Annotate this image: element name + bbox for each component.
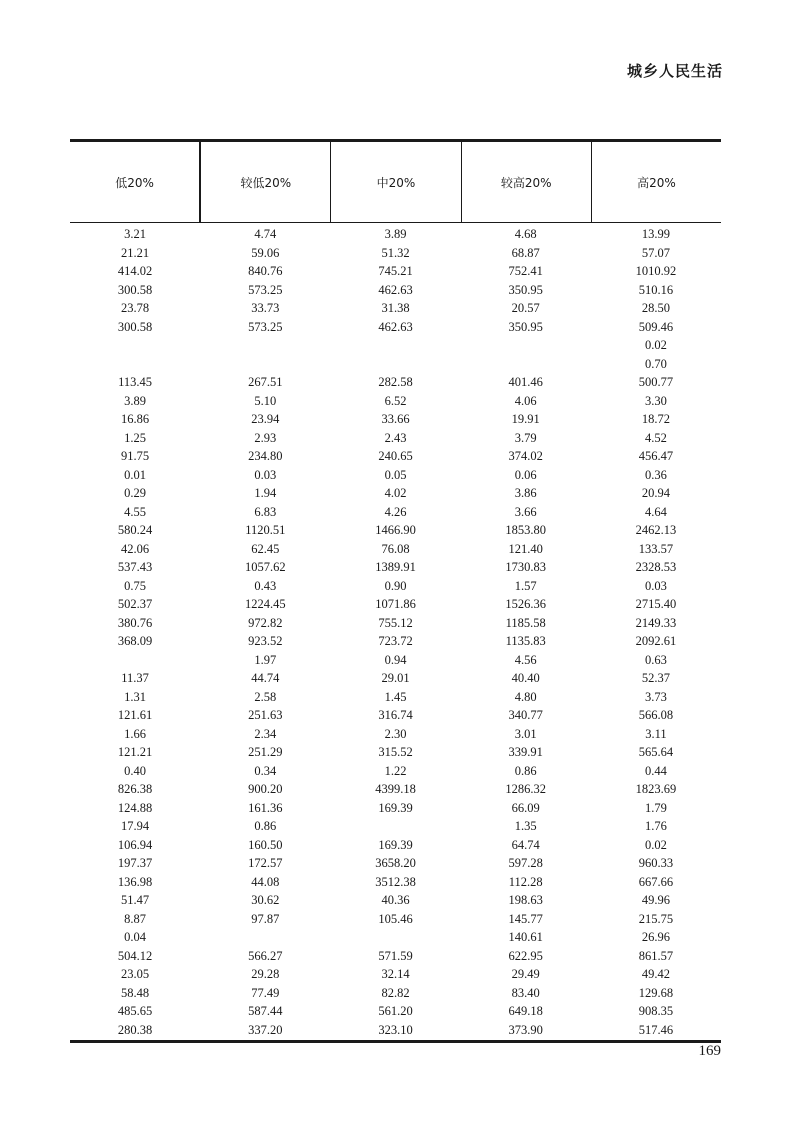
table-cell: 3512.38 [375,874,416,889]
table-cell: 18.72 [641,412,670,426]
table-cell: 316.74 [378,708,413,722]
table-cell: 622.95 [508,948,543,963]
table-cell: 323.10 [378,1022,413,1037]
table-cell: 0.86 [254,819,277,833]
table-cell: 57.07 [641,245,670,260]
table-cell: 2462.13 [635,523,677,537]
table-cell: 8.87 [124,911,147,926]
table-cell: 112.28 [508,874,543,889]
table-cell: 31.38 [381,301,410,315]
table-cell: 0.94 [384,652,407,667]
table-row [70,466,721,485]
table-cell: 4.68 [514,227,537,241]
table-cell: 3.89 [384,227,407,241]
table-cell: 29.49 [511,967,540,981]
table-cell: 33.73 [251,301,280,315]
table-cell: 121.40 [508,541,543,556]
table-cell: 1.94 [254,486,277,500]
table-cell: 40.36 [381,893,410,907]
table-cell: 510.16 [638,282,674,297]
table-cell: 1.66 [124,726,147,741]
table-row [70,355,721,374]
table-row [70,780,721,799]
table-cell: 1010.92 [635,264,677,278]
table-cell: 4399.18 [375,782,416,796]
table-row [70,577,721,596]
table-cell: 251.29 [248,745,283,759]
table-row [70,392,721,411]
table-cell: 752.41 [508,264,543,278]
table-cell: 0.04 [124,930,147,944]
table-cell: 4.02 [384,486,407,500]
table-cell: 240.65 [378,449,413,463]
table-row [70,262,721,281]
table-cell: 97.87 [251,911,280,926]
table-cell: 49.96 [641,893,670,907]
table-cell: 44.74 [251,671,280,685]
table-cell: 573.25 [248,319,283,334]
table-row [70,540,721,559]
table-cell: 0.29 [124,486,147,500]
table-cell: 64.74 [511,837,540,852]
table-cell: 2715.40 [635,597,677,611]
page-number: 169 [698,1043,721,1059]
table-row [70,854,721,873]
table-cell: 0.75 [124,578,147,593]
table-cell: 587.44 [248,1004,283,1018]
table-cell: 106.94 [117,837,153,852]
table-cell: 161.36 [248,800,283,815]
table-cell: 0.01 [124,467,147,482]
table-row [70,447,721,466]
table-cell: 566.27 [248,948,283,963]
table-cell: 121.21 [117,745,153,759]
table-cell: 4.80 [514,689,537,704]
table-cell: 140.61 [508,930,543,944]
table-cell: 124.88 [117,800,153,815]
table-cell: 900.20 [248,782,283,796]
table-cell: 105.46 [378,911,413,926]
table-cell: 172.57 [248,856,283,870]
table-cell: 2.43 [384,430,407,445]
table-cell: 20.94 [641,486,670,500]
table-row [70,965,721,984]
table-cell: 13.99 [641,227,670,241]
table-cell: 3.86 [514,486,537,500]
table-cell: 565.64 [638,745,674,759]
table-cell: 755.12 [378,615,413,630]
table-cell: 30.62 [251,893,280,907]
table-cell: 4.56 [514,652,537,667]
table-cell: 77.49 [251,985,280,1000]
table-row [70,429,721,448]
table-cell: 826.38 [117,782,153,796]
table-cell: 1071.86 [375,597,416,611]
table-cell: 1185.58 [505,615,546,630]
table-cell: 4.64 [644,504,667,519]
table-cell: 169.39 [378,837,413,852]
table-row [70,762,721,781]
table-cell: 502.37 [117,597,153,611]
table-cell: 1730.83 [505,560,547,574]
table-cell: 1135.83 [505,634,546,648]
table-row [70,336,721,355]
table-row [70,836,721,855]
table-cell: 0.02 [644,338,667,352]
table-cell: 1.31 [124,689,147,704]
table-row [70,225,721,244]
table-row [70,484,721,503]
table-cell: 0.03 [254,467,277,482]
table-cell: 3658.20 [375,856,416,870]
table-cell: 33.66 [381,412,410,426]
table-cell: 68.87 [511,245,540,260]
table-cell: 368.09 [117,634,153,648]
table-cell: 52.37 [641,671,670,685]
table-cell: 923.52 [248,634,283,648]
table-cell: 16.86 [121,412,150,426]
table-cell: 44.08 [251,874,280,889]
table-cell: 23.78 [121,301,150,315]
table-cell: 373.90 [508,1022,543,1037]
header-cell-low-20: 低20% [115,175,154,190]
table-cell: 573.25 [248,282,283,297]
table-cell: 350.95 [508,282,543,297]
table-cell: 40.40 [511,671,540,685]
header-cell-higher-20: 较高20% [461,142,591,222]
table-cell: 2.30 [384,726,407,741]
table-cell: 2.34 [254,726,277,741]
table-cell: 29.01 [381,671,410,685]
table-cell: 21.21 [121,245,150,260]
table-cell: 0.02 [644,837,667,852]
table-cell: 6.83 [254,504,277,519]
table-row [70,318,721,337]
table-cell: 1.57 [514,578,537,593]
table-cell: 49.42 [641,967,670,981]
table-cell: 0.86 [514,763,537,778]
running-head: 城乡人民生活 [626,62,723,80]
table-cell: 51.47 [121,893,150,907]
table-cell: 1466.90 [375,523,416,537]
table-cell: 580.24 [117,523,153,537]
table-row [70,244,721,263]
table-row [70,503,721,522]
table-cell: 1057.62 [244,560,286,574]
table-cell: 4.52 [644,430,667,445]
table-cell: 2.93 [254,430,277,445]
table-cell: 3.01 [514,726,537,741]
table-cell: 537.43 [117,560,153,574]
table-cell: 1224.45 [244,597,286,611]
table-cell: 59.06 [251,245,280,260]
table-cell: 32.14 [381,967,410,981]
table-cell: 462.63 [378,282,413,297]
table-row [70,1021,721,1040]
table-cell: 3.89 [124,393,147,408]
table-cell: 2149.33 [635,615,677,630]
table-cell: 3.11 [645,726,667,741]
table-cell: 0.44 [644,763,667,778]
table-cell: 17.94 [121,819,150,833]
table-cell: 960.33 [638,856,674,870]
table-header-row [70,142,721,223]
table-cell: 1120.51 [245,523,286,537]
table-cell: 169.39 [378,800,413,815]
table-row [70,910,721,929]
table-row [70,632,721,651]
table-cell: 280.38 [117,1022,153,1037]
table-cell: 374.02 [508,449,543,463]
table-cell: 0.36 [644,467,667,482]
table-cell: 234.80 [248,449,283,463]
table-body [70,223,721,1039]
table-cell: 5.10 [254,393,277,408]
table-cell: 29.28 [251,967,280,981]
table-cell: 0.34 [254,763,277,778]
table-cell: 2328.53 [635,560,677,574]
table-cell: 1853.80 [505,523,547,537]
table-cell: 1.22 [384,763,407,778]
table-cell: 1389.91 [375,560,416,574]
table-row [70,595,721,614]
table-cell: 0.05 [384,467,407,482]
table-cell: 215.75 [638,911,674,926]
table-cell: 42.06 [121,541,150,556]
table-cell: 500.77 [638,375,674,389]
table-cell: 0.70 [644,356,667,371]
table-row [70,817,721,836]
table-cell: 20.57 [511,301,540,315]
table-cell: 83.40 [511,985,540,1000]
table-row [70,947,721,966]
table-cell: 0.06 [514,467,537,482]
table-cell: 861.57 [638,948,674,963]
table-cell: 972.82 [248,615,283,630]
table-row [70,521,721,540]
table-row [70,373,721,392]
table-cell: 3.66 [514,504,537,519]
table-cell: 745.21 [378,264,413,278]
table-cell: 315.52 [378,745,413,759]
table-cell: 340.77 [508,708,543,722]
table-cell: 82.82 [381,985,410,1000]
table-cell: 1.76 [644,819,667,833]
table-cell: 19.91 [511,412,540,426]
table-cell: 300.58 [117,319,153,334]
table-cell: 4.74 [254,227,277,241]
table-cell: 0.03 [644,578,667,593]
table-row [70,299,721,318]
table-cell: 133.57 [638,541,674,556]
table-cell: 58.48 [121,985,150,1000]
table-cell: 76.08 [381,541,410,556]
table-row [70,873,721,892]
table-row [70,799,721,818]
table-cell: 300.58 [117,282,153,297]
table-cell: 160.50 [248,837,283,852]
table-row [70,558,721,577]
table-cell: 1.25 [124,430,147,445]
table-cell: 337.20 [248,1022,283,1037]
header-cell-middle-20: 中20% [330,142,460,222]
table-cell: 723.72 [378,634,413,648]
table-cell: 62.45 [251,541,280,556]
table-cell: 51.32 [381,245,410,260]
table-cell: 0.90 [384,578,407,593]
table-cell: 485.65 [117,1004,153,1018]
table-cell: 1286.32 [505,782,547,796]
table-cell: 571.59 [378,948,413,963]
table-bottom-rule [70,1040,721,1043]
header-cell-lower-20: 较低20% [199,142,330,222]
table-cell: 1.35 [514,819,537,833]
table-row [70,928,721,947]
table-row [70,1002,721,1021]
table-cell: 649.18 [508,1004,543,1018]
table-cell: 91.75 [121,449,150,463]
table-row [70,281,721,300]
table-cell: 11.37 [121,671,149,685]
table-cell: 251.63 [248,708,283,722]
table-cell: 1.97 [254,652,277,667]
table-row [70,706,721,725]
table-cell: 456.47 [638,449,674,463]
table-cell: 504.12 [117,948,153,963]
table-cell: 1.45 [384,689,407,704]
table-cell: 339.91 [508,745,543,759]
table-cell: 0.43 [254,578,277,593]
table-cell: 561.20 [378,1004,413,1018]
table-cell: 2092.61 [635,634,677,648]
table-row [70,743,721,762]
table-row [70,984,721,1003]
table-cell: 113.45 [118,375,153,389]
table-cell: 4.06 [514,393,537,408]
table-cell: 129.68 [638,985,674,1000]
data-table [70,139,721,1043]
header-cell-high-20: 高20% [591,142,721,222]
table-cell: 28.50 [641,301,670,315]
table-cell: 0.40 [124,763,147,778]
table-cell: 66.09 [511,800,540,815]
table-cell: 350.95 [508,319,543,334]
table-cell: 401.46 [508,375,543,389]
table-cell: 26.96 [641,930,670,944]
table-row [70,614,721,633]
table-cell: 282.58 [378,375,413,389]
table-cell: 4.55 [124,504,147,519]
table-row [70,891,721,910]
table-cell: 2.58 [254,689,277,704]
table-cell: 136.98 [117,874,153,889]
table-cell: 380.76 [117,615,153,630]
table-cell: 3.21 [124,227,147,241]
table-cell: 566.08 [638,708,674,722]
table-cell: 267.51 [248,375,283,389]
table-cell: 6.52 [384,393,407,408]
table-row [70,410,721,429]
table-cell: 597.28 [508,856,543,870]
table-cell: 509.46 [638,319,674,334]
table-cell: 908.35 [638,1004,674,1018]
table-cell: 667.66 [638,874,674,889]
table-row [70,725,721,744]
table-cell: 145.77 [508,911,543,926]
table-cell: 3.73 [644,689,667,704]
table-cell: 1526.36 [505,597,547,611]
table-row [70,688,721,707]
table-cell: 3.30 [644,393,667,408]
table-cell: 1.79 [644,800,667,815]
table-cell: 3.79 [514,430,537,445]
table-cell: 0.63 [644,652,667,667]
table-row [70,651,721,670]
table-cell: 121.61 [117,708,153,722]
table-cell: 462.63 [378,319,413,334]
table-cell: 198.63 [508,893,543,907]
table-cell: 414.02 [117,264,153,278]
table-cell: 197.37 [117,856,153,870]
table-cell: 23.05 [121,967,150,981]
table-cell: 840.76 [248,264,283,278]
table-row [70,669,721,688]
table-cell: 23.94 [251,412,280,426]
table-cell: 4.26 [384,504,407,519]
table-cell: 1823.69 [635,782,677,796]
table-cell: 517.46 [638,1022,674,1037]
